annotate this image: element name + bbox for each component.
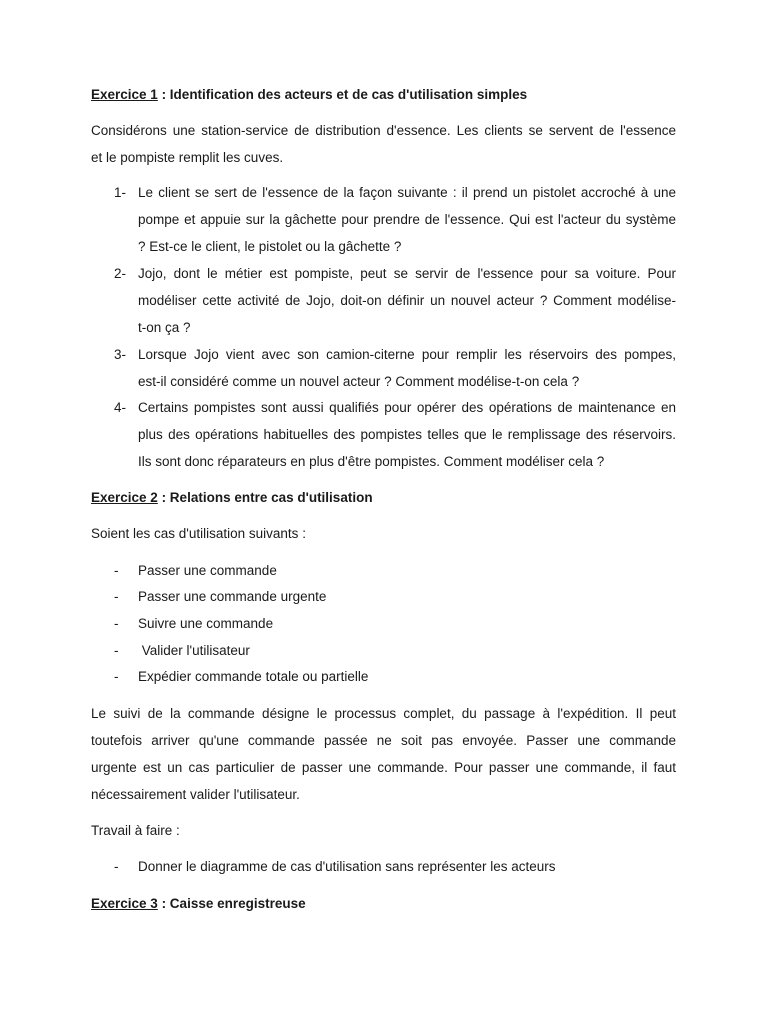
- ex3-label: Exercice 3: [91, 896, 158, 911]
- bullet-dash: -: [114, 669, 119, 684]
- ex3-title: : Caisse enregistreuse: [157, 896, 306, 911]
- use-case-item: Valider l'utilisateur: [138, 643, 250, 658]
- ex1-intro-line-1: Considérons une station-service de distribution d'essence. Les clients se servent de l'essence: [91, 123, 676, 138]
- ex2-title: : Relations entre cas d'utilisation: [157, 490, 373, 505]
- ex1-item-4-line-2: plus des opérations habituelles des pompistes telles que le remplissage des réservoirs.: [138, 427, 676, 442]
- ex1-item-1-line-3: ? Est-ce le client, le pistolet ou la gâchette ?: [138, 239, 402, 254]
- use-case-item: Suivre une commande: [138, 616, 274, 631]
- ex1-item-1-number: 1-: [114, 185, 127, 200]
- ex1-item-2-number: 2-: [114, 266, 127, 281]
- ex2-label: Exercice 2: [91, 490, 158, 505]
- ex2-para-line-3: urgente est un cas particulier de passer une commande. Pour passer une commande, il faut: [91, 760, 676, 775]
- bullet-dash: -: [114, 616, 119, 631]
- ex1-intro-line-2: et le pompiste remplit les cuves.: [91, 150, 284, 165]
- ex2-para-line-4: nécessairement valider l'utilisateur.: [91, 787, 300, 802]
- use-case-item: Passer une commande urgente: [138, 589, 327, 604]
- ex1-title: : Identification des acteurs et de cas d'utilisation simples: [157, 87, 528, 102]
- ex1-heading: [91, 87, 527, 102]
- ex3-heading: [91, 896, 306, 911]
- bullet-dash: -: [114, 589, 119, 604]
- use-case-item: Passer une commande: [138, 563, 277, 578]
- ex1-item-1-line-1: Le client se sert de l'essence de la façon suivante : il prend un pistolet accroché à une: [138, 185, 676, 200]
- ex1-item-2-line-1: Jojo, dont le métier est pompiste, peut se servir de l'essence pour sa voiture. Pour: [138, 266, 676, 281]
- ex1-item-4-number: 4-: [114, 400, 127, 415]
- bullet-dash: -: [114, 859, 119, 874]
- ex1-item-1-line-2: pompe et appuie sur la gâchette pour prendre de l'essence. Qui est l'acteur du système: [138, 212, 676, 227]
- use-case-item: Expédier commande totale ou partielle: [138, 669, 369, 684]
- ex1-item-2-line-3: t-on ça ?: [138, 320, 191, 335]
- ex2-heading: [91, 490, 373, 505]
- ex1-label: Exercice 1: [91, 87, 158, 102]
- ex1-item-2-line-2: modéliser cette activité de Jojo, doit-on définir un nouvel acteur ? Comment modélise-: [138, 293, 676, 308]
- ex1-item-3-number: 3-: [114, 347, 127, 362]
- ex2-intro: Soient les cas d'utilisation suivants :: [91, 526, 306, 541]
- ex1-item-3-line-1: Lorsque Jojo vient avec son camion-citerne pour remplir les réservoirs des pompes,: [138, 347, 676, 362]
- bullet-dash: -: [114, 563, 119, 578]
- work-item: Donner le diagramme de cas d'utilisation sans représenter les acteurs: [138, 859, 556, 874]
- ex2-work-label: Travail à faire :: [91, 823, 180, 838]
- ex2-para-line-1: Le suivi de la commande désigne le processus complet, du passage à l'expédition. Il peut: [91, 706, 676, 721]
- bullet-dash: -: [114, 643, 119, 658]
- ex1-item-4-line-1: Certains pompistes sont aussi qualifiés pour opérer des opérations de maintenance en: [138, 400, 676, 415]
- ex1-item-4-line-3: Ils sont donc réparateurs en plus d'être pompistes. Comment modéliser cela ?: [138, 454, 605, 469]
- ex1-item-3-line-2: est-il considéré comme un nouvel acteur ? Comment modélise-t-on cela ?: [138, 374, 580, 389]
- ex2-para-line-2: toutefois arriver qu'une commande passée ne soit pas envoyée. Passer une commande: [91, 733, 676, 748]
